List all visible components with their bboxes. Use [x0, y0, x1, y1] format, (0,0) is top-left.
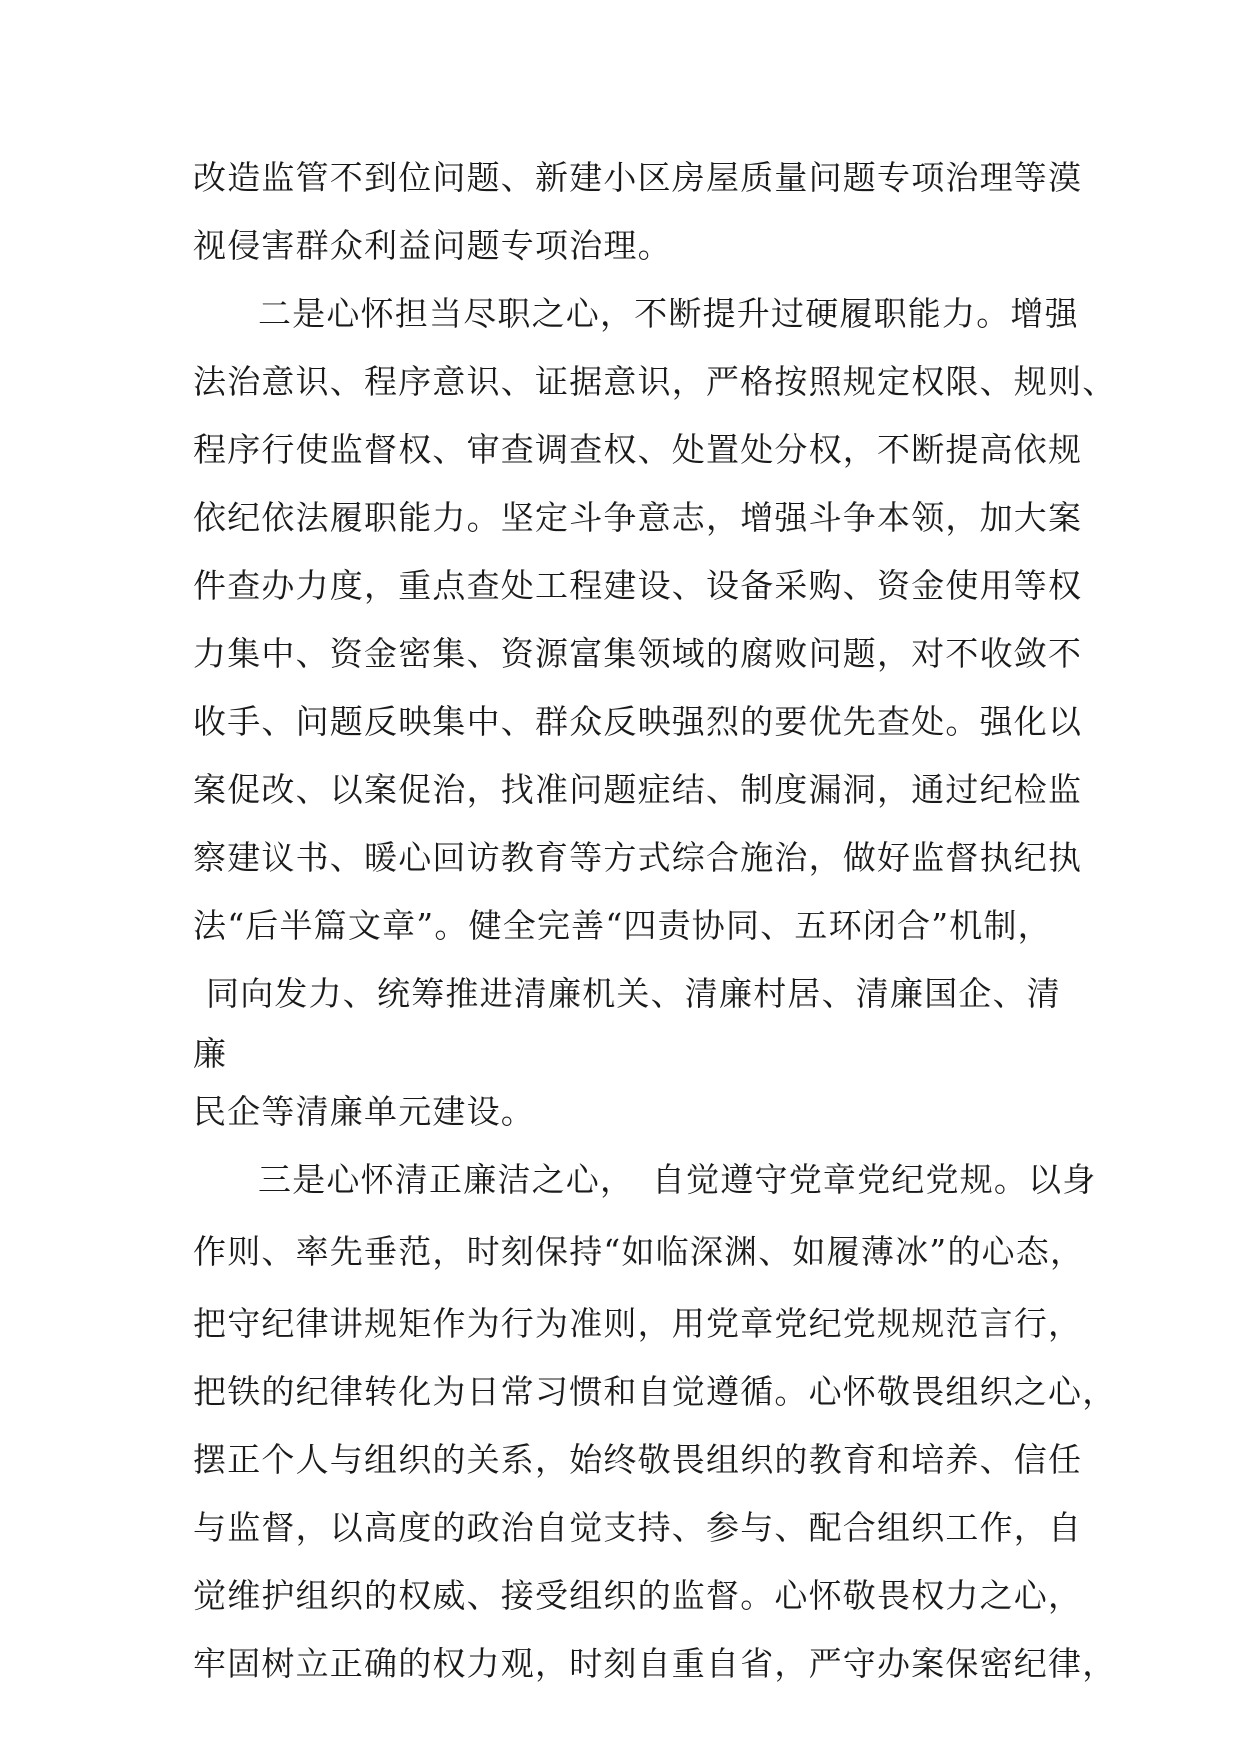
text-line: 觉维护组织的权威、接受组织的监督。心怀敬畏权力之心， [193, 1576, 1083, 1615]
text-line: 力集中、资金密集、资源富集领域的腐败问题，对不收敛不 [193, 634, 1083, 673]
text-line: 法“后半篇文章”。健全完善“四责协同、五环闭合”机制， [193, 906, 1052, 945]
text-line: 把铁的纪律转化为日常习惯和自觉遵循。心怀敬畏组织之心， [193, 1372, 1117, 1411]
text-line: 件查办力度，重点查处工程建设、设备采购、资金使用等权 [193, 566, 1083, 605]
text-line: 收手、问题反映集中、群众反映强烈的要优先查处。强化以 [193, 702, 1083, 741]
text-line: 作则、率先垂范，时刻保持“如临深渊、如履薄冰”的心态， [193, 1232, 1085, 1271]
text-line: 程序行使监督权、审查调查权、处置处分权，不断提高依规 [193, 430, 1083, 469]
text-line: 民企等清廉单元建设。 [193, 1092, 535, 1131]
text-line: 摆正个人与组织的关系，始终敬畏组织的教育和培养、信任 [193, 1440, 1083, 1479]
text-line: 察建议书、暖心回访教育等方式综合施治，做好监督执纪执 [193, 838, 1083, 877]
text-line: 法治意识、程序意识、证据意识，严格按照规定权限、规则、 [193, 362, 1117, 401]
text-line: 把守纪律讲规矩作为行为准则，用党章党纪党规规范言行， [193, 1304, 1083, 1343]
text-line: 依纪依法履职能力。坚定斗争意志，增强斗争本领，加大案 [193, 498, 1083, 537]
text-line: 与监督，以高度的政治自觉支持、参与、配合组织工作，自 [193, 1508, 1083, 1547]
text-line: 同向发力、统筹推进清廉机关、清廉村居、清廉国企、清 [206, 974, 1061, 1013]
text-line: 视侵害群众利益问题专项治理。 [193, 226, 672, 265]
text-line: 改造监管不到位问题、新建小区房屋质量问题专项治理等漠 [193, 158, 1083, 197]
paragraph-start-line: 三是心怀清正廉洁之心， 自觉遵守党章党纪党规。以身 [258, 1160, 1097, 1199]
text-line: 案促改、以案促治，找准问题症结、制度漏洞，通过纪检监 [193, 770, 1083, 809]
text-line: 牢固树立正确的权力观，时刻自重自省，严守办案保密纪律， [193, 1644, 1117, 1683]
paragraph-start-line: 二是心怀担当尽职之心，不断提升过硬履职能力。增强 [258, 294, 1079, 333]
text-line: 廉 [193, 1034, 228, 1073]
